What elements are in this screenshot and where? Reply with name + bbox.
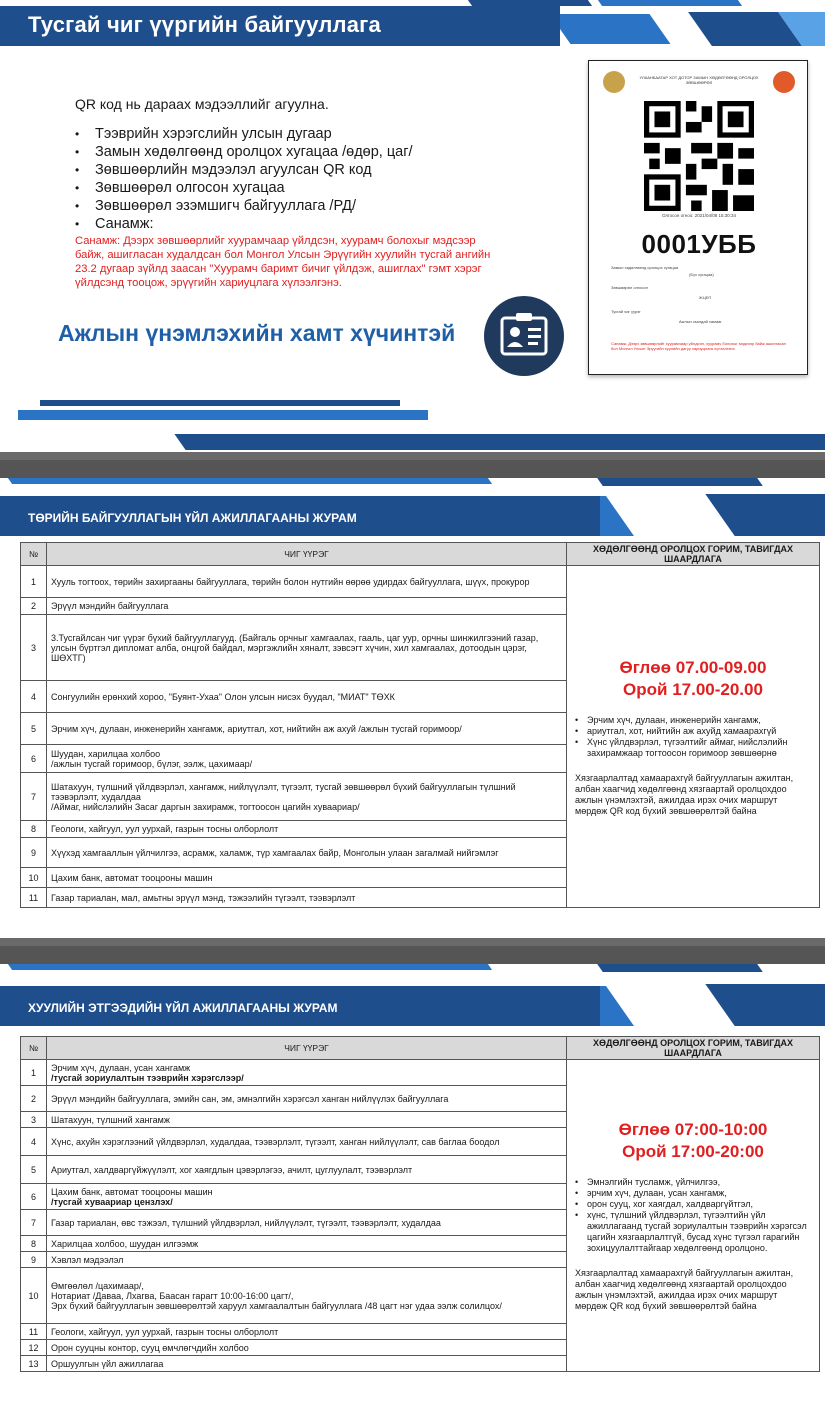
row-duty [47, 1128, 567, 1156]
qr-info-list [75, 125, 413, 233]
section1-title: Тусгай чиг үүргийн байгууллага [28, 12, 381, 37]
time-evening: Орой 17.00-20.00 [623, 679, 763, 699]
duty-text: Орон сууцны контор, сууц өмчлөгчдийн холбоо [51, 1342, 249, 1353]
duty-text: Хэвлэл мэдээлэл [51, 1254, 124, 1265]
duty-text: Эрчим хүч, дулаан, инженерийн хангамж, ариутгал, хот, нийтийн аж ахуй /ажлын тусгай горимоор/ [51, 723, 462, 734]
col-no: № [21, 543, 47, 566]
duty-text: Шатахуун, түлшний үйлдвэрлэл, хангамж, нийлүүлэлт, түгээлт, тусгай зөвшөөрөл бүхий байгууллагын түлшний тээвэрлэлт, худалдаа /Аймаг, нийслэлийн Засаг даргын захирамж, тогтоосон цагийн хуваариар/ [51, 781, 516, 812]
row-number: 11 [21, 1324, 47, 1340]
col-no: № [21, 1037, 47, 1060]
list-item: • Зөвшөөрөл олгосон хугацаа [75, 179, 413, 197]
row-duty [47, 888, 567, 908]
row-duty [47, 713, 567, 745]
section-legal-entity [0, 964, 825, 1417]
row-number: 3 [21, 615, 47, 681]
list-item: • хүнс, түлшний үйлдвэрлэл, түгээлтийн үйл ажиллагаанд тусгай зориулалтын тээврийн хэрэгсэл цагийн хязгаарлалтгүй, бусад хүнс түгээл гарагийн зохицуулалттайгаар хөдөлгөөнд оролцоно. [575, 1210, 811, 1254]
duty-text: Цахим банк, автомат тооцооны машин [51, 872, 213, 883]
time-morning: Өглөө 07.00-09.00 [619, 657, 767, 677]
requirements-note: Хязгаарлалтад хамаарахгүй байгууллагын ажилтан, албан хаагчид хөдөлгөөнд хязгаартай оролцохдоо ажлын үнэмлэхтэй, ажилдаа ирэх очих маршрут мөрдөж QR код бүхий зөвшөөрөлтэй байна [575, 1268, 794, 1311]
duty-text: Шатахуун, түлшний хангамж [51, 1114, 170, 1125]
row-duty [47, 1236, 567, 1252]
card-line: ЖЦЕП [699, 295, 712, 300]
tagline: Ажлын үнэмлэхийн хамт хүчинтэй [58, 320, 456, 346]
duty-text: Эрүүл мэндийн байгууллага, эмийн сан, эм, эмнэлгийн хэрэгсэл ханган нийлүүлэх байгууллага [51, 1093, 449, 1104]
list-item: • эрчим хүч, дулаан, усан хангамж, [575, 1188, 811, 1199]
separator [0, 452, 825, 478]
row-duty [47, 1184, 567, 1210]
row-number: 2 [21, 1086, 47, 1112]
duty-text: Хүүхэд хамгааллын үйлчилгээ, асрамж, халамж, түр хамгаалах байр, Монголын улаан загалмай нийгэмлэг [51, 847, 499, 858]
plate-number: 0001УББ [641, 229, 757, 259]
list-item: • Эмнэлгийн тусламж, үйлчилгээ, [575, 1177, 811, 1188]
row-number: 1 [21, 1060, 47, 1086]
duty-text: Геологи, хайгуул, уул уурхай, газрын тосны олборлолт [51, 824, 279, 834]
row-duty [47, 681, 567, 713]
row-duty [47, 1324, 567, 1340]
regime-cell [567, 566, 820, 908]
legal-entity-table [20, 1036, 820, 1372]
card-line: Зөвшөөрөл олгосон [611, 285, 648, 290]
table-row [21, 566, 820, 598]
issue-date: Олгосон огноо: 2021/04/08 15:30:34 [661, 213, 737, 218]
row-number: 9 [21, 838, 47, 868]
row-number: 4 [21, 681, 47, 713]
state-org-table [20, 542, 820, 908]
row-duty [47, 821, 567, 838]
row-number: 7 [21, 773, 47, 821]
row-duty [47, 615, 567, 681]
qr-code-icon [644, 101, 754, 211]
row-duty [47, 1156, 567, 1184]
duty-note: /тусгай зориулалтын тээврийн хэрэгслээр/ [51, 1072, 244, 1083]
col-duty: ЧИГ ҮҮРЭГ [47, 543, 567, 566]
row-duty [47, 1356, 567, 1372]
duty-text: Сонгуулийн ерөнхий хороо, "Буянт-Ухаа" Олон улсын нисэх буудал, "МИАТ" ТӨХК [51, 691, 395, 702]
row-duty [47, 773, 567, 821]
list-item: • ариутгал, хот, нийтийн аж ахуйд хамаарахгүй [575, 726, 811, 737]
duty-text: Хууль тогтоох, төрийн захиргааны байгууллага, төрийн болон нутгийн өөрөө удирдах байгууллага, шүүх, прокурор [51, 576, 530, 587]
requirements-list [575, 1177, 811, 1254]
row-duty [47, 1340, 567, 1356]
duty-text: Газар тариалан, мал, амьтны эрүүл мэнд, тэжээлийн түгээлт, тээвэрлэлт [51, 892, 356, 903]
requirements-note: Хязгаарлалтад хамаарахгүй байгууллагын ажилтан, албан хаагчид хөдөлгөөнд хязгаартай оролцохдоо ажлын үнэмлэхтэй, ажилдаа ирэх очих маршрут мөрдөж QR код бүхий зөвшөөрөлтэй байна [575, 772, 794, 816]
row-number: 9 [21, 1252, 47, 1268]
row-number: 11 [21, 888, 47, 908]
duty-text: 3.Тусгайлсан чиг үүрэг бүхий байгууллагууд. (Байгаль орчныг хамгаалах, гааль, цаг уур, орчны шинжилгээний газар, улсын бүртгэл дипломат алба, онцгой байдал, мэргэжлийн хяналт, зэвсэгт хүчин, хил хамгаалах, дотоодын цэрэг, ШӨХТГ) [51, 632, 539, 663]
list-item: • Эрчим хүч, дулаан, инженерийн хангамж, [575, 715, 811, 726]
row-duty [47, 838, 567, 868]
section2-title: ТӨРИЙН БАЙГУУЛЛАГЫН ҮЙЛ АЖИЛЛАГААНЫ ЖУРАМ [28, 511, 357, 525]
separator [0, 938, 825, 964]
duty-text: Хүнс, ахуйн хэрэглээний үйлдвэрлэл, худалдаа, тээвэрлэлт, түгээлт, ханган нийлүүлэлт, сав баглаа боодол [51, 1136, 500, 1147]
row-number: 12 [21, 1340, 47, 1356]
row-duty [47, 598, 567, 615]
row-number: 1 [21, 566, 47, 598]
col-duty: ЧИГ ҮҮРЭГ [47, 1037, 567, 1060]
emblem-icon [603, 71, 625, 93]
duty-text: Эрчим хүч, дулаан, усан хангамж [51, 1062, 191, 1073]
row-number: 6 [21, 1184, 47, 1210]
row-number: 10 [21, 868, 47, 888]
list-item: • Зөвшөөрлийн мэдээлэл агуулсан QR код [75, 161, 413, 179]
section-special-function [0, 0, 825, 452]
row-number: 3 [21, 1112, 47, 1128]
col-regime: ХӨДӨЛГӨӨНД ОРОЛЦОХ ГОРИМ, ТАВИГДАХ ШААРДЛАГА [567, 1037, 820, 1060]
section3-title: ХУУЛИЙН ЭТГЭЭДИЙН ҮЙЛ АЖИЛЛАГААНЫ ЖУРАМ [28, 1001, 338, 1015]
time-evening: Орой 17:00-20:00 [622, 1142, 764, 1161]
row-duty [47, 566, 567, 598]
list-item: • Тээврийн хэрэгслийн улсын дугаар [75, 125, 413, 143]
row-number: 2 [21, 598, 47, 615]
list-item: • орон сууц, хог хаягдал, халдваргүйтгэл, [575, 1199, 811, 1210]
table-row [21, 1060, 820, 1086]
row-number: 7 [21, 1210, 47, 1236]
requirements-list [575, 715, 811, 759]
row-duty [47, 868, 567, 888]
row-number: 4 [21, 1128, 47, 1156]
card-line: (Бүх хугацаа) [689, 272, 714, 277]
row-duty [47, 1210, 567, 1236]
duty-text: Өмгөөлөл /цахимаар/, Нотариат /Даваа, Лхагва, Баасан гарагт 10:00-16:00 цагт/, Эрх бүхий байгууллагын зөвшөөрөлтэй харуул хамгаалалтын байгууллага /48 цагт нэг удаа ээлж солилцох/ [51, 1280, 502, 1311]
duty-text: Геологи, хайгуул, уул уурхай, газрын тосны олборлолт [51, 1326, 279, 1337]
duty-text: Шуудан, харилцаа холбоо /ажлын тусгай горимоор, бүлэг, ээлж, цахимаар/ [51, 748, 253, 769]
row-number: 8 [21, 821, 47, 838]
list-item: • Замын хөдөлгөөнд оролцох хугацаа /өдөр, цаг/ [75, 143, 413, 161]
police-emblem-icon [773, 71, 795, 93]
card-line: Тусгай чиг үүрэг [611, 309, 641, 314]
row-number: 8 [21, 1236, 47, 1252]
card-line: Ажлын гаалдай хамааг [679, 319, 722, 324]
list-item: • Хүнс үйлдвэрлэл, түгээлтийг аймаг, нийслэлийн захирамжаар тогтоосон горимоор зөвшөөрнө [575, 737, 811, 759]
row-number: 13 [21, 1356, 47, 1372]
row-duty [47, 1060, 567, 1086]
col-regime: ХӨДӨЛГӨӨНД ОРОЛЦОХ ГОРИМ, ТАВИГДАХ ШААРДЛАГА [567, 543, 820, 566]
row-number: 6 [21, 745, 47, 773]
card-footer: Санамж: Дээрх зөвшөөрлийг хуурамчаар үйлдсэн, хуурамч болохыг мэдсээр байж ашигласан бол Монгол Улсын Эрүүгийн хуулийн дагуу хариуцлага хүлээлгэнэ. [611, 341, 786, 351]
duty-text: Цахим банк, автомат тооцооны машин [51, 1186, 213, 1197]
list-item: • Зөвшөөрөл эзэмшигч байгууллага /РД/ [75, 197, 413, 215]
row-duty [47, 745, 567, 773]
qr-permit-card [588, 60, 808, 375]
duty-text: Оршуулгын үйл ажиллагаа [51, 1358, 164, 1369]
section-state-org [0, 478, 825, 938]
row-duty [47, 1268, 567, 1324]
duty-text: Ариутгал, халдваргүйжүүлэлт, хог хаягдлын цэвэрлэгээ, ачилт, цуглуулалт, тээвэрлэлт [51, 1164, 413, 1175]
intro-text: QR код нь дараах мэдээллийг агуулна. [75, 96, 329, 112]
id-card-icon [484, 296, 564, 376]
row-duty [47, 1086, 567, 1112]
duty-text: Газар тариалан, өвс тэжээл, түлшний үйлдвэрлэл, нийлүүлэлт, түгээлт, тээвэрлэлт, худалдаа [51, 1217, 441, 1228]
duty-note: /тусгай хуваариар цензлэх/ [51, 1196, 173, 1207]
time-morning: Өглөө 07:00-10:00 [618, 1120, 768, 1139]
row-duty [47, 1252, 567, 1268]
list-item: • Санамж: [75, 215, 413, 233]
card-line: Замын хөдөлгөөнд оролцох хугацаа [611, 265, 679, 270]
row-number: 5 [21, 1156, 47, 1184]
row-number: 10 [21, 1268, 47, 1324]
row-number: 5 [21, 713, 47, 745]
warning-text: Санамж: Дээрх зөвшөөрлийг хуурамчаар үйлдсэн, хуурамч болохыг мэдсээр байж, ашигласан худалдсан бол Монгол Улсын Эрүүгийн хуулийн тусгай ангийн 23.2 дугаар зүйлд заасан "Хуурамч баримт бичиг үйлдэж, ашиглах" гэмт хэрэг үйлдсэнд тооцож, эрүүгийн хариуцлага хүлээлгэнэ. [75, 235, 491, 289]
row-duty [47, 1112, 567, 1128]
decor-band [18, 410, 428, 420]
regime-cell [567, 1060, 820, 1372]
duty-text: Харилцаа холбоо, шуудан илгээмж [51, 1238, 199, 1249]
decor-band [40, 400, 400, 406]
card-header: УЛААНБААТАР ХОТ ДОТОР ЗАМЫН ХӨДӨЛГӨӨНД ОРОЛЦОХ ЗӨВШӨӨРӨЛ [639, 75, 759, 85]
duty-text: Эрүүл мэндийн байгууллага [51, 601, 169, 611]
